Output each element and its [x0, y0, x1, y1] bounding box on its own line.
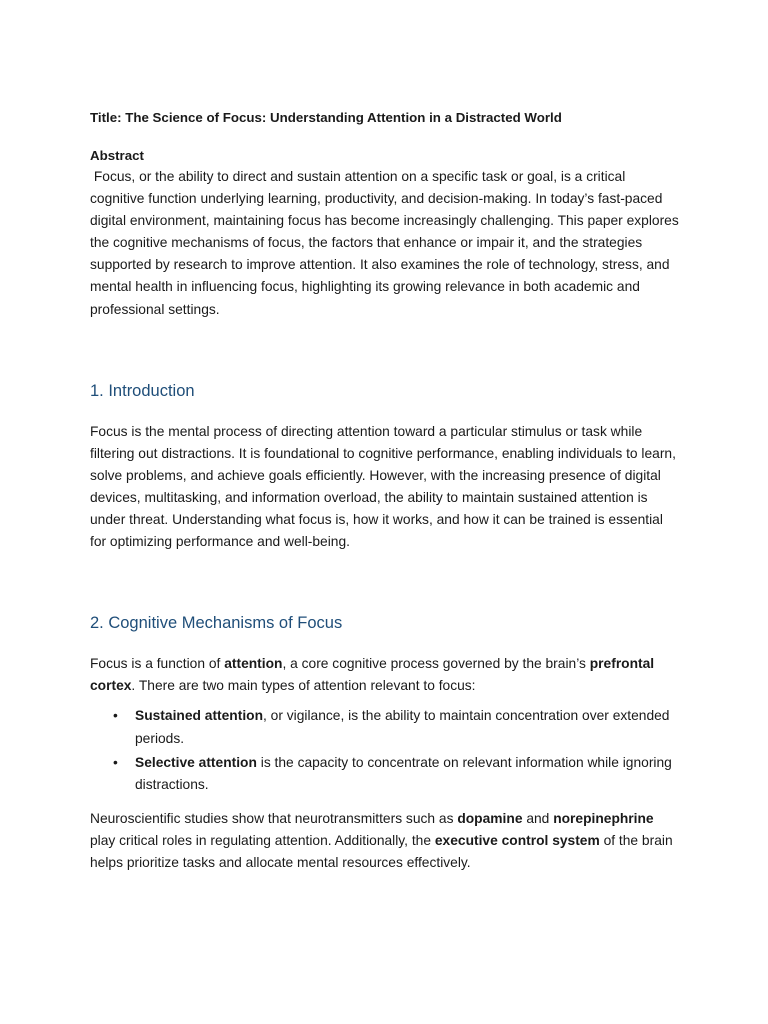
introduction-paragraph: Focus is the mental process of directing attention toward a particular stimulus or task while filtering out distractions. It is foundational to cognitive performance, enabling individuals to learn, solve problems, and achieve goals efficiently. However, with the increasing presence of digital devices, multitasking, and information overload, the ability to maintain sustained attention is under threat. Understanding what focus is, how it works, and how it can be trained is essential for optimizing performance and well-being. [90, 423, 676, 550]
bold-term-attention: attention [224, 656, 283, 672]
text-run: and [522, 810, 554, 826]
document-title: Title: The Science of Focus: Understanding Attention in a Distracted World [90, 110, 562, 125]
document-page [90, 108, 683, 874]
text-run: . There are two main types of attention relevant to focus: [131, 678, 476, 694]
text-run: , or vigilance, is the ability to maintain concentration over extended periods. [135, 708, 670, 746]
attention-types-list [90, 705, 680, 795]
section-heading-mechanisms: 2. Cognitive Mechanisms of Focus [90, 614, 343, 633]
abstract-paragraph: Focus, or the ability to direct and sustain attention on a specific task or goal, is a critical cognitive function underlying learning, productivity, and decision-making. In today’s fast-paced digital environment, maintaining focus has become increasingly challenging. This paper explores the cognitive mechanisms of focus, the factors that enhance or impair it, and the strategies supported by research to improve attention. It also examines the role of technology, stress, and mental health in influencing focus, highlighting its growing relevance in both academic and professional settings. [90, 169, 683, 317]
bold-term-executive-control-system: executive control system [434, 832, 600, 848]
text-run: is the capacity to concentrate on relevant information while ignoring distractions. [135, 754, 672, 792]
abstract-heading: Abstract [90, 148, 144, 163]
mechanisms-intro-paragraph [90, 653, 680, 697]
bold-term: Selective attention [135, 754, 257, 770]
bold-term-norepinephrine: norepinephrine [553, 810, 654, 826]
text-run: , a core cognitive process governed by the brain’s [282, 656, 590, 672]
text-run: Neuroscientific studies show that neurotransmitters such as [90, 810, 458, 826]
mechanisms-closing-paragraph [90, 808, 680, 874]
bold-term-prefrontal-cortex: prefrontal cortex [90, 656, 655, 694]
list-item [135, 752, 680, 796]
bold-term: Sustained attention [135, 708, 264, 724]
section-heading-introduction: 1. Introduction [90, 381, 195, 400]
text-run: Focus is a function of [90, 656, 225, 672]
text-run: of the brain helps prioritize tasks and allocate mental resources effectively. [90, 832, 673, 870]
bold-term-dopamine: dopamine [457, 810, 523, 826]
text-run: play critical roles in regulating attention. Additionally, the [90, 832, 435, 848]
list-item [135, 705, 680, 749]
